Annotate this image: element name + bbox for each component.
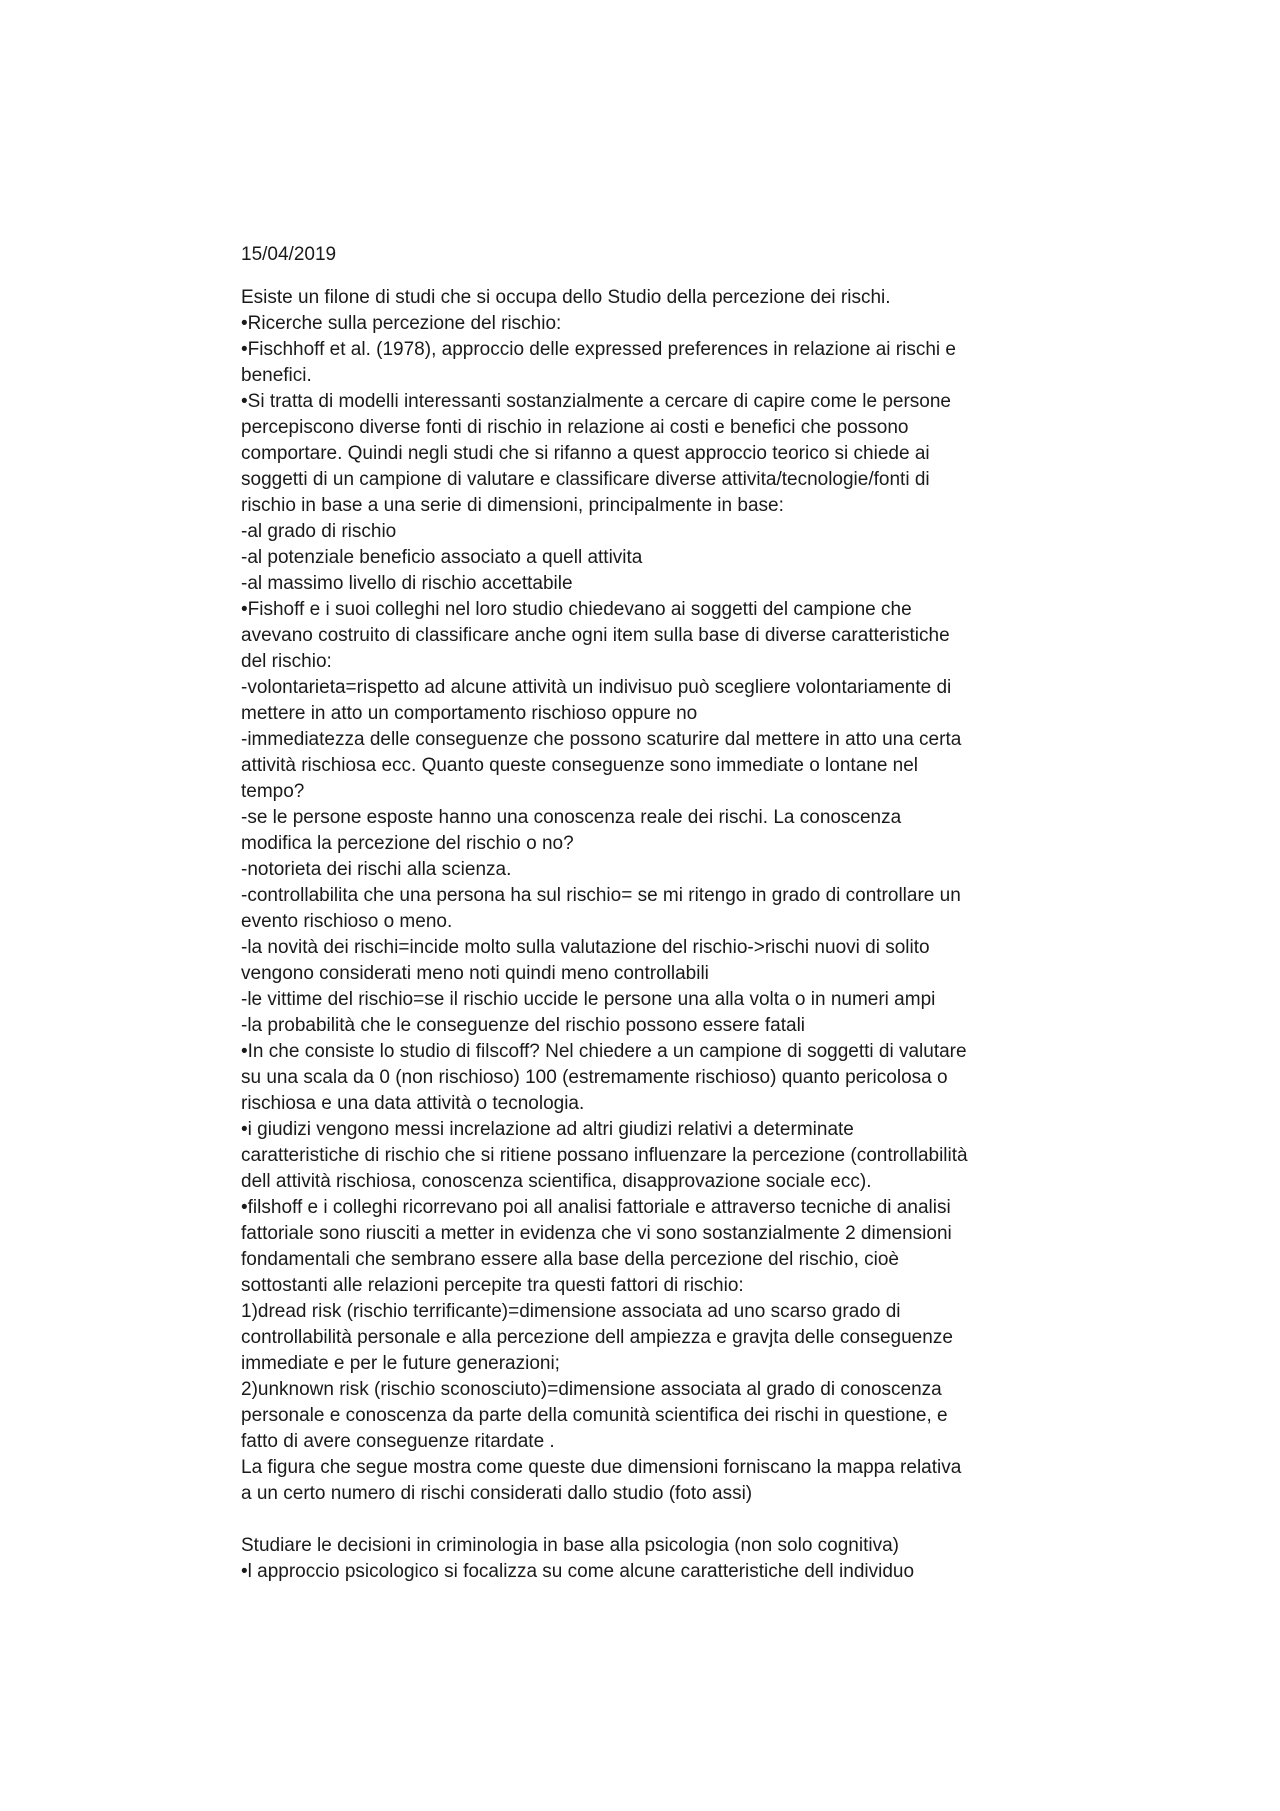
- text-line: soggetti di un campione di valutare e classificare diverse attivita/tecnologie/fonti di: [241, 469, 930, 490]
- text-line: controllabilità personale e alla percezione dell ampiezza e gravjta delle conseguenze: [241, 1327, 953, 1348]
- text-line: -notorieta dei rischi alla scienza.: [241, 859, 512, 880]
- text-line: -le vittime del rischio=se il rischio uccide le persone una alla volta o in numeri ampi: [241, 989, 936, 1010]
- text-line: benefici.: [241, 365, 312, 386]
- text-line: caratteristiche di rischio che si ritiene possano influenzare la percezione (controllabilità: [241, 1145, 968, 1166]
- text-line: rischio in base a una serie di dimensioni, principalmente in base:: [241, 495, 784, 516]
- text-line: immediate e per le future generazioni;: [241, 1353, 560, 1374]
- text-line: dell attività rischiosa, conoscenza scientifica, disapprovazione sociale ecc).: [241, 1171, 872, 1192]
- text-line: Studiare le decisioni in criminologia in base alla psicologia (non solo cognitiva): [241, 1535, 899, 1556]
- document-date: 15/04/2019: [241, 244, 337, 265]
- text-line: •l approccio psicologico si focalizza su come alcune caratteristiche dell individuo: [241, 1561, 915, 1582]
- text-line: 2)unknown risk (rischio sconosciuto)=dimensione associata al grado di conoscenza: [241, 1379, 942, 1400]
- text-line: La figura che segue mostra come queste due dimensioni forniscano la mappa relativa: [241, 1457, 962, 1478]
- text-line: -la probabilità che le conseguenze del rischio possono essere fatali: [241, 1015, 806, 1036]
- text-line: fattoriale sono riusciti a metter in evidenza che vi sono sostanzialmente 2 dimensioni: [241, 1223, 952, 1244]
- text-line: sottostanti alle relazioni percepite tra questi fattori di rischio:: [241, 1275, 744, 1296]
- document-body: [241, 285, 1071, 1585]
- text-line: tempo?: [241, 781, 305, 802]
- text-line: •In che consiste lo studio di filscoff? Nel chiedere a un campione di soggetti di valutare: [241, 1041, 967, 1062]
- text-line: -al massimo livello di rischio accettabile: [241, 573, 573, 594]
- text-line: -controllabilita che una persona ha sul rischio= se mi ritengo in grado di controllare un: [241, 885, 961, 906]
- text-line: Esiste un filone di studi che si occupa dello Studio della percezione dei rischi.: [241, 287, 891, 308]
- blank-line: [241, 1507, 1071, 1533]
- text-line: mettere in atto un comportamento rischioso oppure no: [241, 703, 698, 724]
- text-line: -al potenziale beneficio associato a quell attivita: [241, 547, 643, 568]
- text-line: •i giudizi vengono messi increlazione ad altri giudizi relativi a determinate: [241, 1119, 854, 1140]
- text-line: fondamentali che sembrano essere alla base della percezione del rischio, cioè: [241, 1249, 899, 1270]
- text-line: avevano costruito di classificare anche ogni item sulla base di diverse caratteristiche: [241, 625, 950, 646]
- text-line: •filshoff e i colleghi ricorrevano poi all analisi fattoriale e attraverso tecniche di analisi: [241, 1197, 951, 1218]
- text-line: -al grado di rischio: [241, 521, 397, 542]
- text-line: -se le persone esposte hanno una conoscenza reale dei rischi. La conoscenza: [241, 807, 902, 828]
- text-line: -immediatezza delle conseguenze che possono scaturire dal mettere in atto una certa: [241, 729, 962, 750]
- text-line: -la novità dei rischi=incide molto sulla valutazione del rischio->rischi nuovi di solito: [241, 937, 930, 958]
- text-line: modifica la percezione del rischio o no?: [241, 833, 574, 854]
- text-line: •Fishoff e i suoi colleghi nel loro studio chiedevano ai soggetti del campione che: [241, 599, 912, 620]
- text-line: su una scala da 0 (non rischioso) 100 (estremamente rischioso) quanto pericolosa o: [241, 1067, 948, 1088]
- text-line: vengono considerati meno noti quindi meno controllabili: [241, 963, 709, 984]
- text-line: fatto di avere conseguenze ritardate .: [241, 1431, 555, 1452]
- text-line: •Fischhoff et al. (1978), approccio delle expressed preferences in relazione ai rischi e: [241, 339, 956, 360]
- text-line: evento rischioso o meno.: [241, 911, 453, 932]
- text-line: personale e conoscenza da parte della comunità scientifica dei rischi in questione, e: [241, 1405, 948, 1426]
- text-line: •Si tratta di modelli interessanti sostanzialmente a cercare di capire come le persone: [241, 391, 951, 412]
- text-line: attività rischiosa ecc. Quanto queste conseguenze sono immediate o lontane nel: [241, 755, 919, 776]
- text-line: percepiscono diverse fonti di rischio in relazione ai costi e benefici che possono: [241, 417, 909, 438]
- text-line: del rischio:: [241, 651, 332, 672]
- text-line: -volontarieta=rispetto ad alcune attività un indivisuo può scegliere volontariamente di: [241, 677, 952, 698]
- text-line: rischiosa e una data attività o tecnologia.: [241, 1093, 585, 1114]
- text-line: •Ricerche sulla percezione del rischio:: [241, 313, 562, 334]
- text-line: 1)dread risk (rischio terrificante)=dimensione associata ad uno scarso grado di: [241, 1301, 901, 1322]
- text-line: a un certo numero di rischi considerati dallo studio (foto assi): [241, 1483, 753, 1504]
- text-line: comportare. Quindi negli studi che si rifanno a quest approccio teorico si chiede ai: [241, 443, 930, 464]
